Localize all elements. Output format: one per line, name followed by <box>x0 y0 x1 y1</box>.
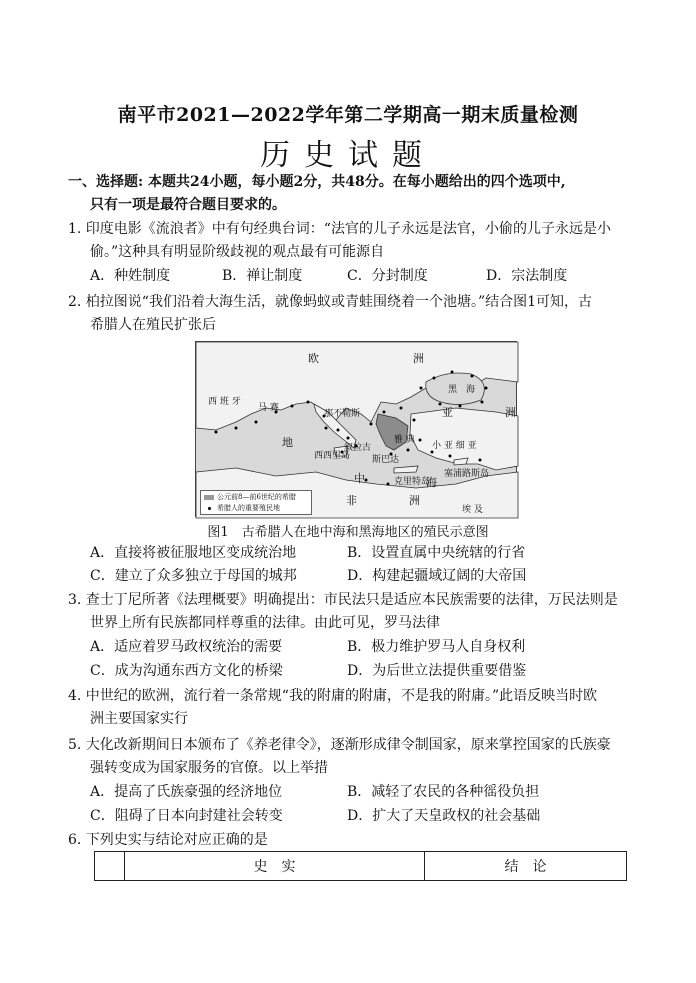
q5-option-c: C．阻碍了日本向封建社会转变 <box>90 808 283 824</box>
map-label-crete: 克里特岛 <box>394 477 431 487</box>
q3-line-1: 3. 查士丁尼所著《法理概要》明确提出：市民法只是适应本民族需要的法律，万民法则是 <box>68 592 618 608</box>
table-cell-blank <box>95 852 125 881</box>
q2-option-c: C．建立了众多独立于母国的城邦 <box>90 568 297 584</box>
map-label-cyprus: 塞浦路斯岛 <box>444 469 490 479</box>
legend-item-shaded: 公元前8—前6世纪的希腊 <box>204 492 308 503</box>
q3-option-d: D．为后世立法提供重要借鉴 <box>347 663 527 679</box>
table-header-fact: 史 实 <box>125 852 425 881</box>
legend-swatch <box>204 495 214 500</box>
q2-line-2: 希腊人在殖民扩张后 <box>90 317 216 333</box>
q6-table <box>94 851 627 881</box>
map-label-med-1: 地 <box>282 436 293 449</box>
q3-option-a: A．适应着罗马政权统治的需要 <box>90 639 283 655</box>
map-label-black-sea: 黑 海 <box>448 385 476 395</box>
q1-option-a: A．种姓制度 <box>90 268 171 284</box>
q1-option-d: D．宗法制度 <box>486 268 568 284</box>
q1-option-b: B．禅让制度 <box>222 268 303 284</box>
table-header-conclusion: 结 论 <box>425 852 627 881</box>
q5-option-d: D．扩大了天皇政权的社会基础 <box>347 808 541 824</box>
map-label-med-3: 海 <box>426 476 437 489</box>
q2-option-b: B．设置直属中央统辖的行省 <box>347 545 526 561</box>
map-label-egypt: 埃 及 <box>462 505 483 515</box>
exam-title: 南平市2021—2022学年第二学期高一期末质量检测 <box>117 104 579 126</box>
map-label-athens: 雅 典 <box>394 435 415 445</box>
q1-line-1: 1. 印度电影《流浪者》中有句经典台词：“法官的儿子永远是法官，小偷的儿子永远是小 <box>68 221 611 237</box>
figure-caption: 图1 古希腊人在地中海和黑海地区的殖民示意图 <box>207 525 489 540</box>
q1-option-c: C．分封制度 <box>347 268 428 284</box>
colonization-map <box>195 341 526 517</box>
section-label: 一、选择题: 本题共24小题，每小题2分，共48分。 <box>68 174 393 190</box>
q5-line-2: 强转变成为国家服务的官僚。以上举措 <box>90 760 328 776</box>
map-legend <box>200 490 312 515</box>
map-label-med-2: 中 <box>354 472 365 485</box>
q4-line-1: 4. 中世纪的欧洲，流行着一条常规“我的附庸的附庸，不是我的附庸。”此语反映当时欧 <box>68 688 598 704</box>
q5-option-a: A．提高了氏族豪强的经济地位 <box>90 784 283 800</box>
q4-line-2: 洲主要国家实行 <box>90 711 188 727</box>
section-instruction-2: 只有一项是最符合题目要求的。 <box>90 197 286 213</box>
q6-line-1: 6. 下列史实与结论对应正确的是 <box>68 832 268 848</box>
map-label-naples: 那不勒斯 <box>324 409 361 419</box>
section-header <box>68 172 566 192</box>
q2-line-1: 2. 柏拉图说“我们沿着大海生活，就像蚂蚁或青蛙围绕着一个池塘。”结合图1可知，古 <box>68 294 593 310</box>
table-header-row <box>95 852 627 881</box>
q3-line-2: 世界上所有民族都同样尊重的法律。由此可见，罗马法律 <box>90 615 440 631</box>
legend-item-dot: 希腊人的重要殖民地 <box>204 503 308 514</box>
q3-option-c: C．成为沟通东西方文化的桥梁 <box>90 663 283 679</box>
map-label-africa: 非 洲 <box>346 494 430 507</box>
section-instruction-1: 在每小题给出的四个选项中, <box>392 174 566 190</box>
q2-option-a: A．直接将被征服地区变成统治地 <box>90 545 297 561</box>
exam-subject: 历史试题 <box>260 138 436 173</box>
q3-option-b: B．极力维护罗马人自身权利 <box>347 639 526 655</box>
map-label-europe: 欧 洲 <box>308 352 434 365</box>
q2-option-d: D．构建起疆域辽阔的大帝国 <box>347 568 527 584</box>
map-label-asia-minor: 小 亚 细 亚 <box>432 441 477 451</box>
q1-line-2: 偷。”这种具有明显阶级歧视的观点最有可能源自 <box>90 244 385 260</box>
legend-dot <box>208 507 211 510</box>
map-label-asia: 亚 洲 <box>442 406 526 419</box>
q5-line-1: 5. 大化改新期间日本颁布了《养老律令》，逐渐形成律令制国家，原来掌控国家的氏族豪 <box>68 737 611 753</box>
map-label-spain: 西 班 牙 <box>208 397 241 407</box>
land-crete <box>394 466 418 473</box>
map-label-massalia: 马 赛 <box>258 403 279 413</box>
q5-option-b: B．减轻了农民的各种徭役负担 <box>347 784 540 800</box>
map-label-syracuse: 叙拉古 <box>344 443 372 453</box>
map-label-sicily: 西西里岛 <box>314 451 351 461</box>
map-label-sparta: 斯巴达 <box>372 455 400 465</box>
